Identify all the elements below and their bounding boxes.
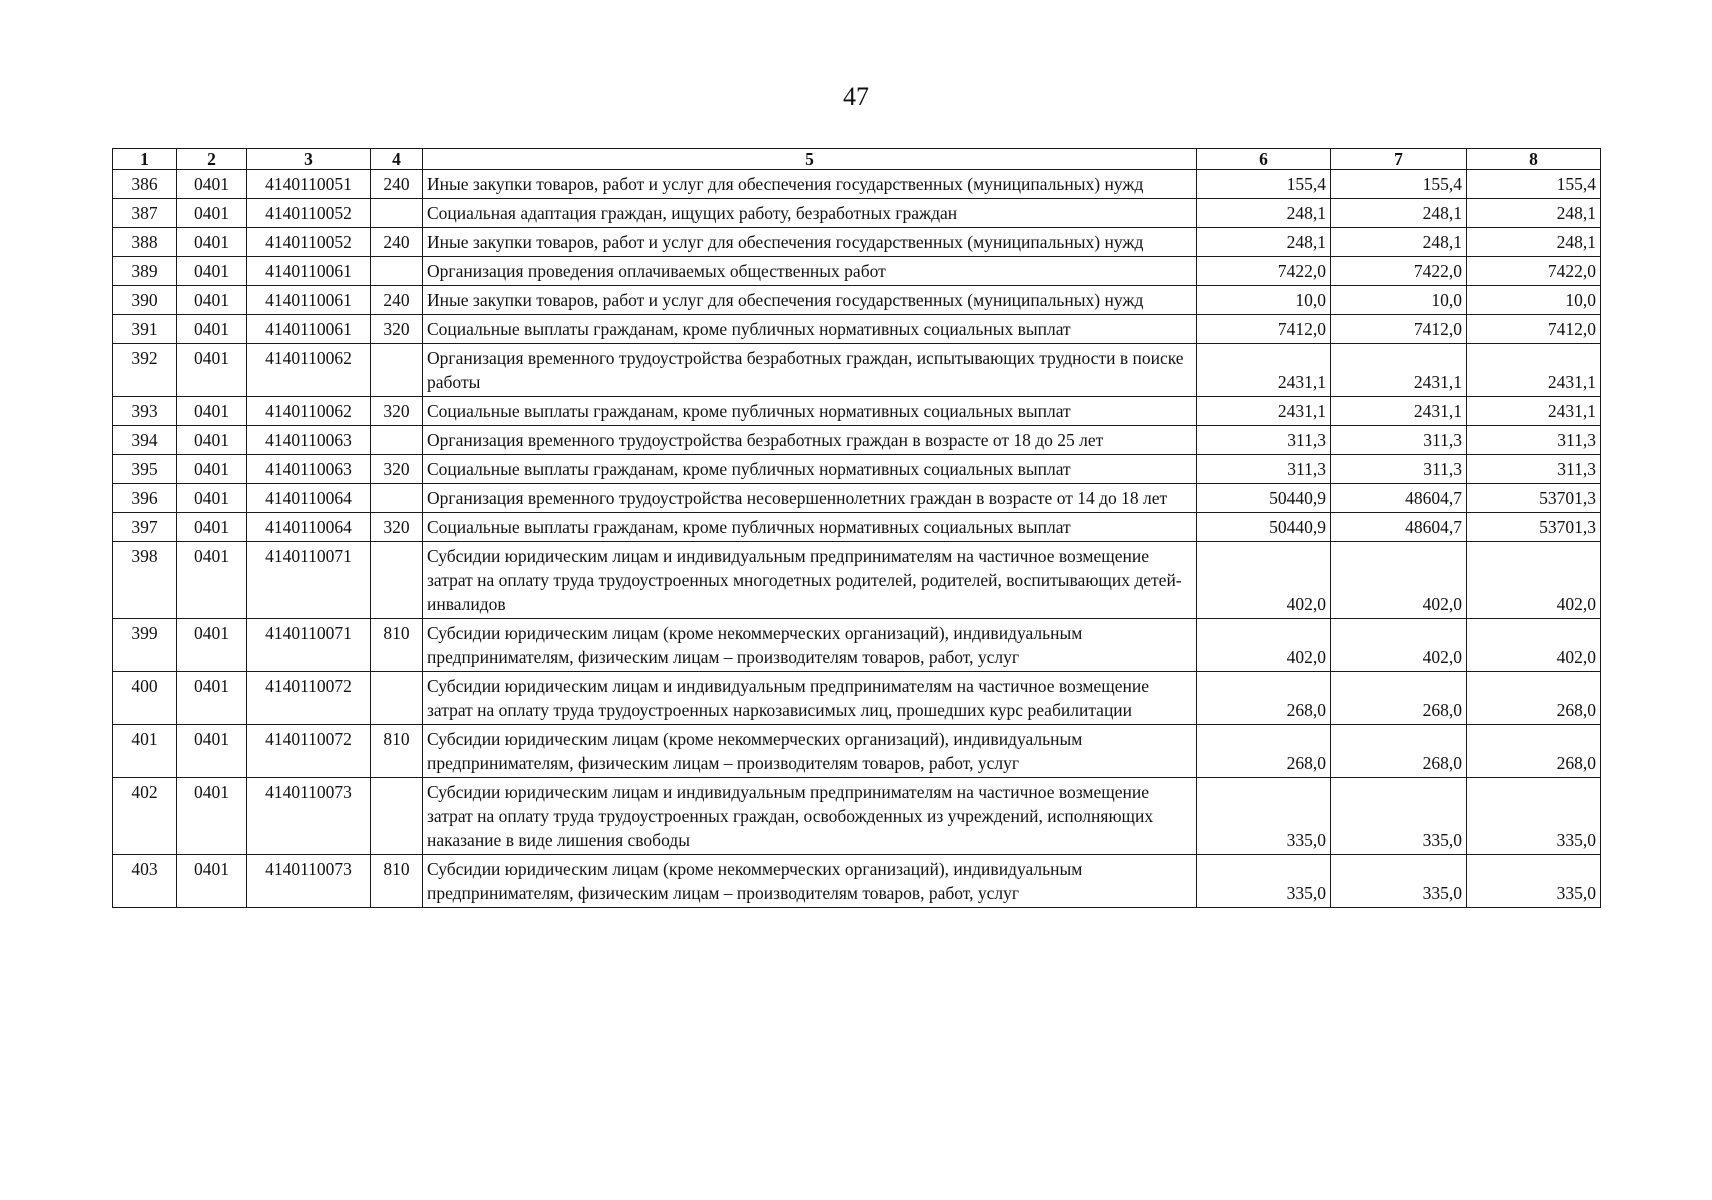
amount-col-6: 50440,9 — [1197, 513, 1331, 542]
header-col-3: 3 — [247, 149, 371, 170]
target-article-code: 4140110063 — [247, 426, 371, 455]
row-number: 389 — [113, 257, 177, 286]
page-number: 47 — [843, 82, 869, 111]
expense-type-code: 810 — [371, 619, 423, 672]
target-article-code: 4140110052 — [247, 199, 371, 228]
header-col-7: 7 — [1331, 149, 1467, 170]
amount-col-8: 311,3 — [1467, 426, 1601, 455]
row-description: Социальные выплаты гражданам, кроме публичных нормативных социальных выплат — [423, 397, 1197, 426]
row-number: 400 — [113, 672, 177, 725]
amount-col-8: 402,0 — [1467, 542, 1601, 619]
amount-col-6: 268,0 — [1197, 725, 1331, 778]
amount-col-7: 48604,7 — [1331, 484, 1467, 513]
row-number: 401 — [113, 725, 177, 778]
table-row — [113, 725, 1601, 778]
target-article-code: 4140110062 — [247, 397, 371, 426]
amount-col-6: 335,0 — [1197, 778, 1331, 855]
table-row — [113, 513, 1601, 542]
row-number: 388 — [113, 228, 177, 257]
amount-col-7: 7422,0 — [1331, 257, 1467, 286]
amount-col-7: 311,3 — [1331, 455, 1467, 484]
amount-col-8: 248,1 — [1467, 199, 1601, 228]
amount-col-7: 48604,7 — [1331, 513, 1467, 542]
table-row — [113, 778, 1601, 855]
section-code: 0401 — [177, 397, 247, 426]
row-description: Социальная адаптация граждан, ищущих работу, безработных граждан — [423, 199, 1197, 228]
section-code: 0401 — [177, 228, 247, 257]
section-code: 0401 — [177, 542, 247, 619]
budget-table — [112, 148, 1601, 908]
section-code: 0401 — [177, 286, 247, 315]
target-article-code: 4140110061 — [247, 257, 371, 286]
amount-col-6: 7422,0 — [1197, 257, 1331, 286]
amount-col-8: 7412,0 — [1467, 315, 1601, 344]
target-article-code: 4140110072 — [247, 725, 371, 778]
row-number: 392 — [113, 344, 177, 397]
amount-col-6: 248,1 — [1197, 199, 1331, 228]
expense-type-code — [371, 344, 423, 397]
target-article-code: 4140110071 — [247, 542, 371, 619]
amount-col-7: 10,0 — [1331, 286, 1467, 315]
header-col-8: 8 — [1467, 149, 1601, 170]
amount-col-7: 248,1 — [1331, 199, 1467, 228]
target-article-code: 4140110064 — [247, 513, 371, 542]
amount-col-8: 7422,0 — [1467, 257, 1601, 286]
target-article-code: 4140110061 — [247, 286, 371, 315]
section-code: 0401 — [177, 725, 247, 778]
section-code: 0401 — [177, 513, 247, 542]
row-description: Социальные выплаты гражданам, кроме публичных нормативных социальных выплат — [423, 513, 1197, 542]
table-row — [113, 455, 1601, 484]
target-article-code: 4140110071 — [247, 619, 371, 672]
amount-col-6: 335,0 — [1197, 855, 1331, 908]
expense-type-code — [371, 484, 423, 513]
row-number: 395 — [113, 455, 177, 484]
table-row — [113, 344, 1601, 397]
section-code: 0401 — [177, 672, 247, 725]
expense-type-code: 240 — [371, 286, 423, 315]
row-description: Организация проведения оплачиваемых общественных работ — [423, 257, 1197, 286]
row-number: 399 — [113, 619, 177, 672]
amount-col-7: 402,0 — [1331, 542, 1467, 619]
header-col-4: 4 — [371, 149, 423, 170]
amount-col-7: 7412,0 — [1331, 315, 1467, 344]
amount-col-8: 53701,3 — [1467, 484, 1601, 513]
amount-col-8: 2431,1 — [1467, 344, 1601, 397]
expense-type-code — [371, 257, 423, 286]
amount-col-7: 311,3 — [1331, 426, 1467, 455]
expense-type-code — [371, 199, 423, 228]
amount-col-6: 311,3 — [1197, 426, 1331, 455]
row-number: 397 — [113, 513, 177, 542]
target-article-code: 4140110064 — [247, 484, 371, 513]
section-code: 0401 — [177, 426, 247, 455]
target-article-code: 4140110061 — [247, 315, 371, 344]
table-row — [113, 542, 1601, 619]
table-row — [113, 484, 1601, 513]
expense-type-code: 320 — [371, 513, 423, 542]
table-body — [113, 170, 1601, 908]
row-description: Субсидии юридическим лицам и индивидуальным предпринимателям на частичное возмещение затрат на оплату труда трудоустроенных граждан, освобожденных из учреждений, исполняющих наказание в виде лишения свободы — [423, 778, 1197, 855]
amount-col-8: 268,0 — [1467, 725, 1601, 778]
amount-col-6: 155,4 — [1197, 170, 1331, 199]
table-row — [113, 426, 1601, 455]
table-row — [113, 170, 1601, 199]
table-row — [113, 315, 1601, 344]
row-number: 394 — [113, 426, 177, 455]
section-code: 0401 — [177, 199, 247, 228]
row-number: 393 — [113, 397, 177, 426]
amount-col-7: 2431,1 — [1331, 397, 1467, 426]
section-code: 0401 — [177, 619, 247, 672]
header-col-6: 6 — [1197, 149, 1331, 170]
amount-col-8: 155,4 — [1467, 170, 1601, 199]
table-row — [113, 855, 1601, 908]
expense-type-code: 320 — [371, 315, 423, 344]
row-description: Социальные выплаты гражданам, кроме публичных нормативных социальных выплат — [423, 455, 1197, 484]
amount-col-7: 268,0 — [1331, 672, 1467, 725]
row-description: Субсидии юридическим лицам (кроме некоммерческих организаций), индивидуальным предпринимателям, физическим лицам – производителям товаров, работ, услуг — [423, 855, 1197, 908]
table-row — [113, 257, 1601, 286]
amount-col-8: 335,0 — [1467, 778, 1601, 855]
amount-col-8: 268,0 — [1467, 672, 1601, 725]
table-row — [113, 199, 1601, 228]
row-description: Организация временного трудоустройства безработных граждан в возрасте от 18 до 25 лет — [423, 426, 1197, 455]
row-description: Иные закупки товаров, работ и услуг для обеспечения государственных (муниципальных) нужд — [423, 286, 1197, 315]
header-col-5: 5 — [423, 149, 1197, 170]
expense-type-code: 240 — [371, 170, 423, 199]
section-code: 0401 — [177, 170, 247, 199]
row-number: 398 — [113, 542, 177, 619]
section-code: 0401 — [177, 484, 247, 513]
row-description: Субсидии юридическим лицам (кроме некоммерческих организаций), индивидуальным предпринимателям, физическим лицам – производителям товаров, работ, услуг — [423, 619, 1197, 672]
amount-col-7: 402,0 — [1331, 619, 1467, 672]
target-article-code: 4140110051 — [247, 170, 371, 199]
row-number: 391 — [113, 315, 177, 344]
expense-type-code — [371, 426, 423, 455]
amount-col-8: 53701,3 — [1467, 513, 1601, 542]
expense-type-code — [371, 672, 423, 725]
expense-type-code: 320 — [371, 455, 423, 484]
amount-col-7: 2431,1 — [1331, 344, 1467, 397]
table-row — [113, 228, 1601, 257]
target-article-code: 4140110063 — [247, 455, 371, 484]
expense-type-code: 320 — [371, 397, 423, 426]
row-number: 403 — [113, 855, 177, 908]
target-article-code: 4140110073 — [247, 778, 371, 855]
row-description: Иные закупки товаров, работ и услуг для обеспечения государственных (муниципальных) нужд — [423, 228, 1197, 257]
amount-col-8: 335,0 — [1467, 855, 1601, 908]
amount-col-7: 155,4 — [1331, 170, 1467, 199]
section-code: 0401 — [177, 315, 247, 344]
row-number: 387 — [113, 199, 177, 228]
target-article-code: 4140110072 — [247, 672, 371, 725]
section-code: 0401 — [177, 257, 247, 286]
amount-col-6: 402,0 — [1197, 619, 1331, 672]
row-description: Организация временного трудоустройства безработных граждан, испытывающих трудности в поиске работы — [423, 344, 1197, 397]
amount-col-6: 248,1 — [1197, 228, 1331, 257]
amount-col-7: 248,1 — [1331, 228, 1467, 257]
row-description: Субсидии юридическим лицам и индивидуальным предпринимателям на частичное возмещение затрат на оплату труда трудоустроенных многодетных родителей, родителей, воспитывающих детей-инвалидов — [423, 542, 1197, 619]
amount-col-7: 335,0 — [1331, 778, 1467, 855]
amount-col-6: 2431,1 — [1197, 344, 1331, 397]
target-article-code: 4140110073 — [247, 855, 371, 908]
target-article-code: 4140110052 — [247, 228, 371, 257]
table-row — [113, 286, 1601, 315]
amount-col-8: 402,0 — [1467, 619, 1601, 672]
row-number: 386 — [113, 170, 177, 199]
amount-col-8: 2431,1 — [1467, 397, 1601, 426]
table-row — [113, 672, 1601, 725]
row-description: Субсидии юридическим лицам (кроме некоммерческих организаций), индивидуальным предпринимателям, физическим лицам – производителям товаров, работ, услуг — [423, 725, 1197, 778]
section-code: 0401 — [177, 778, 247, 855]
table-row — [113, 397, 1601, 426]
amount-col-6: 2431,1 — [1197, 397, 1331, 426]
section-code: 0401 — [177, 855, 247, 908]
amount-col-6: 50440,9 — [1197, 484, 1331, 513]
amount-col-6: 402,0 — [1197, 542, 1331, 619]
row-description: Субсидии юридическим лицам и индивидуальным предпринимателям на частичное возмещение затрат на оплату труда трудоустроенных наркозависимых лиц, прошедших курс реабилитации — [423, 672, 1197, 725]
amount-col-6: 10,0 — [1197, 286, 1331, 315]
row-description: Социальные выплаты гражданам, кроме публичных нормативных социальных выплат — [423, 315, 1197, 344]
header-col-2: 2 — [177, 149, 247, 170]
amount-col-7: 335,0 — [1331, 855, 1467, 908]
amount-col-7: 268,0 — [1331, 725, 1467, 778]
expense-type-code — [371, 778, 423, 855]
row-number: 402 — [113, 778, 177, 855]
table-row — [113, 619, 1601, 672]
table-header-row — [113, 149, 1601, 170]
amount-col-6: 268,0 — [1197, 672, 1331, 725]
row-number: 396 — [113, 484, 177, 513]
expense-type-code: 810 — [371, 725, 423, 778]
row-description: Организация временного трудоустройства несовершеннолетних граждан в возрасте от 14 до 18 лет — [423, 484, 1197, 513]
expense-type-code: 810 — [371, 855, 423, 908]
row-number: 390 — [113, 286, 177, 315]
amount-col-8: 311,3 — [1467, 455, 1601, 484]
amount-col-6: 311,3 — [1197, 455, 1331, 484]
amount-col-6: 7412,0 — [1197, 315, 1331, 344]
amount-col-8: 10,0 — [1467, 286, 1601, 315]
target-article-code: 4140110062 — [247, 344, 371, 397]
section-code: 0401 — [177, 455, 247, 484]
expense-type-code — [371, 542, 423, 619]
expense-type-code: 240 — [371, 228, 423, 257]
header-col-1: 1 — [113, 149, 177, 170]
row-description: Иные закупки товаров, работ и услуг для обеспечения государственных (муниципальных) нужд — [423, 170, 1197, 199]
amount-col-8: 248,1 — [1467, 228, 1601, 257]
section-code: 0401 — [177, 344, 247, 397]
